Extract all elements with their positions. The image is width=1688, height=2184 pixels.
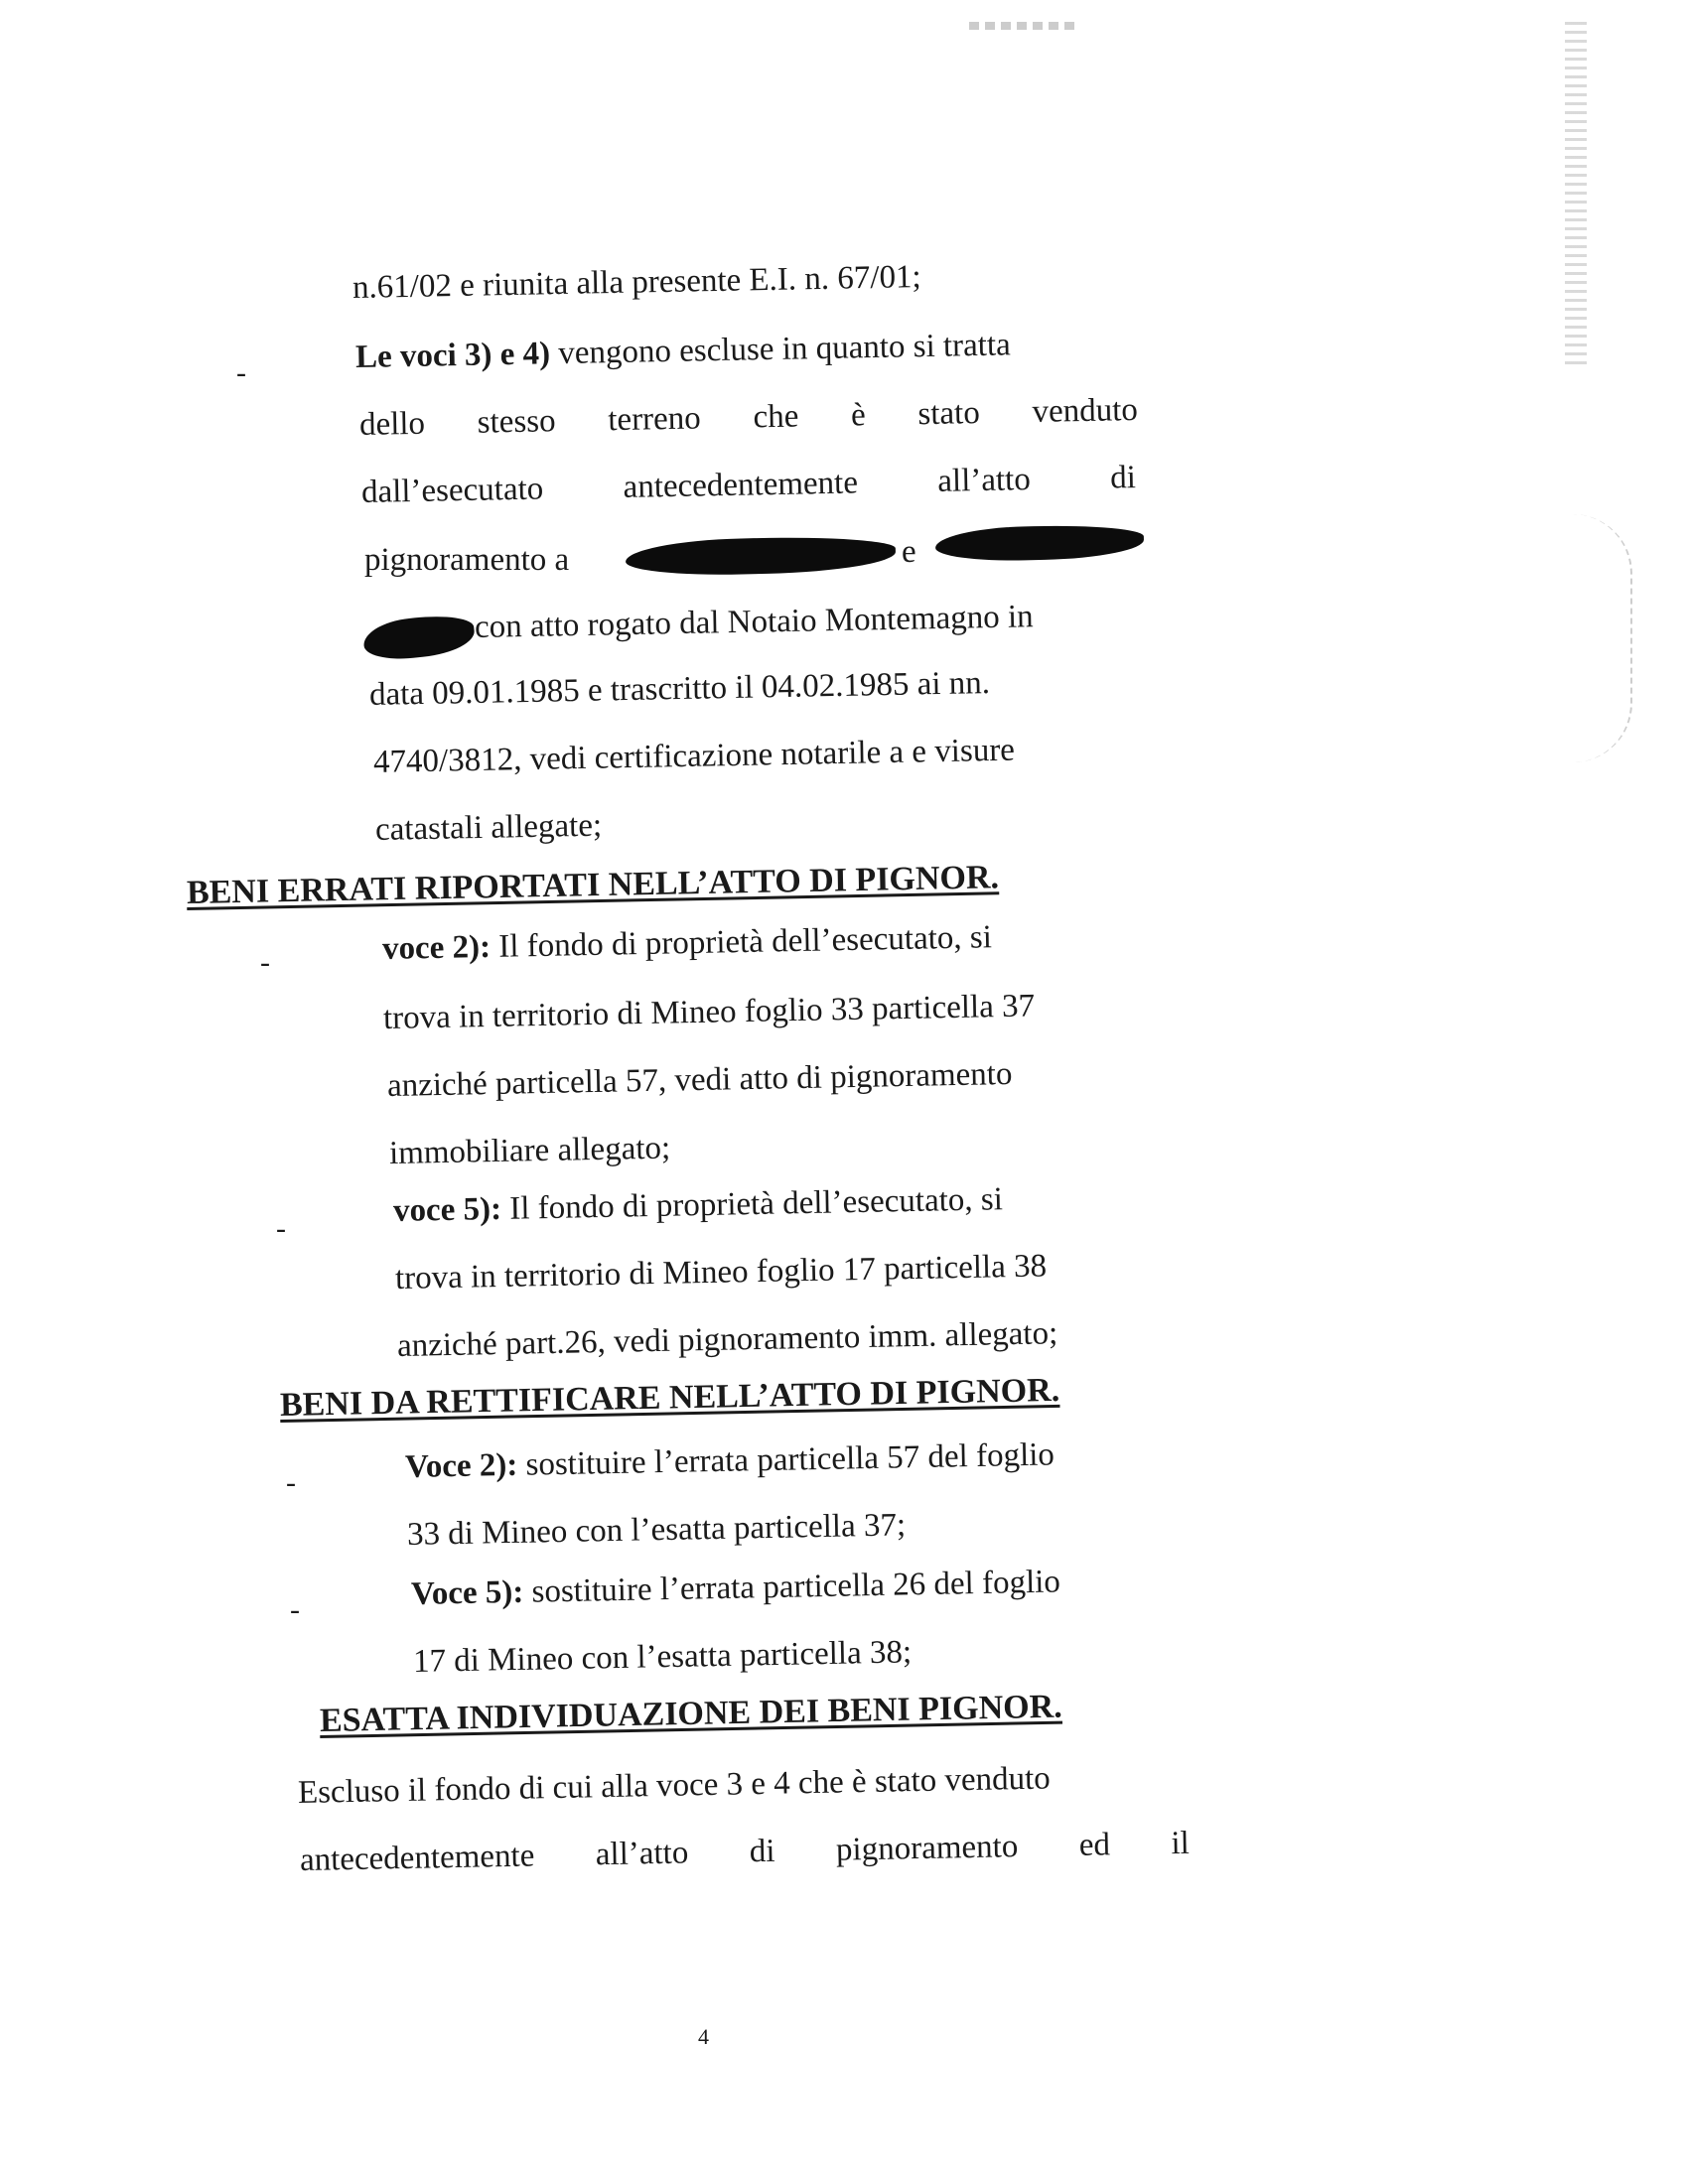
text-fragment: Il fondo di proprietà dell’esecutato, si: [497, 919, 993, 965]
text-line: [382, 914, 1156, 969]
text-line: [361, 458, 1137, 512]
redaction-bar: [361, 612, 477, 662]
bold-term: Le voci 3) e 4): [354, 336, 551, 375]
word: antecedentemente: [299, 1838, 535, 1878]
text-fragment: sostituire l’errata particella 26 del foglio: [531, 1564, 1061, 1610]
page-number: 4: [698, 2024, 709, 2049]
text-fragment: sostituire l’errata particella 57 del foglio: [525, 1436, 1055, 1483]
text-line: [300, 1824, 1191, 1880]
word: stesso: [477, 403, 556, 441]
word: pignoramento: [835, 1829, 1019, 1868]
list-bullet: -: [236, 356, 246, 389]
word: terreno: [607, 400, 702, 439]
text-line: [405, 1433, 1181, 1487]
text-line: trova in territorio di Mineo foglio 17 particella 38: [394, 1248, 1048, 1297]
word: il: [1171, 1825, 1191, 1862]
list-bullet: -: [276, 1212, 286, 1245]
word: antecedentemente: [623, 465, 859, 505]
text-fragment: e: [902, 534, 916, 570]
redaction-bar: [626, 535, 897, 578]
word: stato: [917, 395, 981, 433]
section-heading: BENI DA RETTIFICARE NELL’ATTO DI PIGNOR.: [279, 1371, 1060, 1424]
text-line: anziché part.26, vedi pignoramento imm. allegato;: [396, 1315, 1058, 1364]
redaction-bar: [935, 523, 1145, 562]
text-fragment: vengono escluse in quanto si tratta: [557, 327, 1012, 372]
text-line: 17 di Mineo con l’esatta particella 38;: [412, 1634, 913, 1680]
text-line: immobiliare allegato;: [388, 1130, 671, 1171]
scan-edge-artifact: [1565, 22, 1587, 369]
text-line: catastali allegate;: [374, 807, 603, 848]
text-line: con atto rogato dal Notaio Montemagno in: [474, 599, 1034, 645]
bold-term: Voce 2):: [404, 1446, 518, 1485]
word: dall’esecutato: [360, 471, 544, 510]
text-line: trova in territorio di Mineo foglio 33 particella 37: [382, 988, 1036, 1036]
stamp-mark: [1561, 514, 1632, 762]
text-line: anziché particella 57, vedi atto di pignoramento: [386, 1055, 1013, 1104]
text-fragment: Il fondo di proprietà dell’esecutato, si: [508, 1181, 1004, 1227]
section-heading: BENI ERRATI RIPORTATI NELL’ATTO DI PIGNOR.: [186, 859, 1000, 911]
text-line: n.61/02 e riunita alla presente E.I. n. 67/01;: [352, 259, 922, 306]
word: è: [850, 397, 867, 434]
word: di: [749, 1833, 775, 1870]
word: di: [1109, 460, 1137, 496]
text-line: [359, 390, 1139, 445]
text-line: 4740/3812, vedi certificazione notarile a e visure: [372, 732, 1016, 780]
text-line: pignoramento a: [364, 542, 570, 578]
word: all’atto: [936, 462, 1032, 499]
text-line: [411, 1560, 1187, 1614]
text-line: Escluso il fondo di cui alla voce 3 e 4 che è stato venduto: [297, 1760, 1052, 1811]
word: all’atto: [595, 1835, 689, 1873]
bold-term: voce 5):: [392, 1190, 502, 1229]
text-line: [393, 1176, 1167, 1231]
bold-term: voce 2):: [381, 928, 492, 967]
word: venduto: [1032, 391, 1139, 430]
scan-artifact: [969, 22, 1078, 30]
text-line: [355, 323, 1131, 377]
word: che: [753, 398, 799, 436]
list-bullet: -: [290, 1593, 300, 1626]
text-line: 33 di Mineo con l’esatta particella 37;: [406, 1507, 907, 1553]
word: ed: [1078, 1827, 1111, 1863]
word: dello: [358, 405, 426, 443]
text-line: data 09.01.1985 e trascritto il 04.02.1985 ai nn.: [368, 665, 991, 713]
section-heading: ESATTA INDIVIDUAZIONE DEI BENI PIGNOR.: [319, 1688, 1063, 1739]
bold-term: Voce 5):: [410, 1573, 524, 1612]
list-bullet: -: [286, 1466, 296, 1499]
list-bullet: -: [260, 946, 270, 979]
